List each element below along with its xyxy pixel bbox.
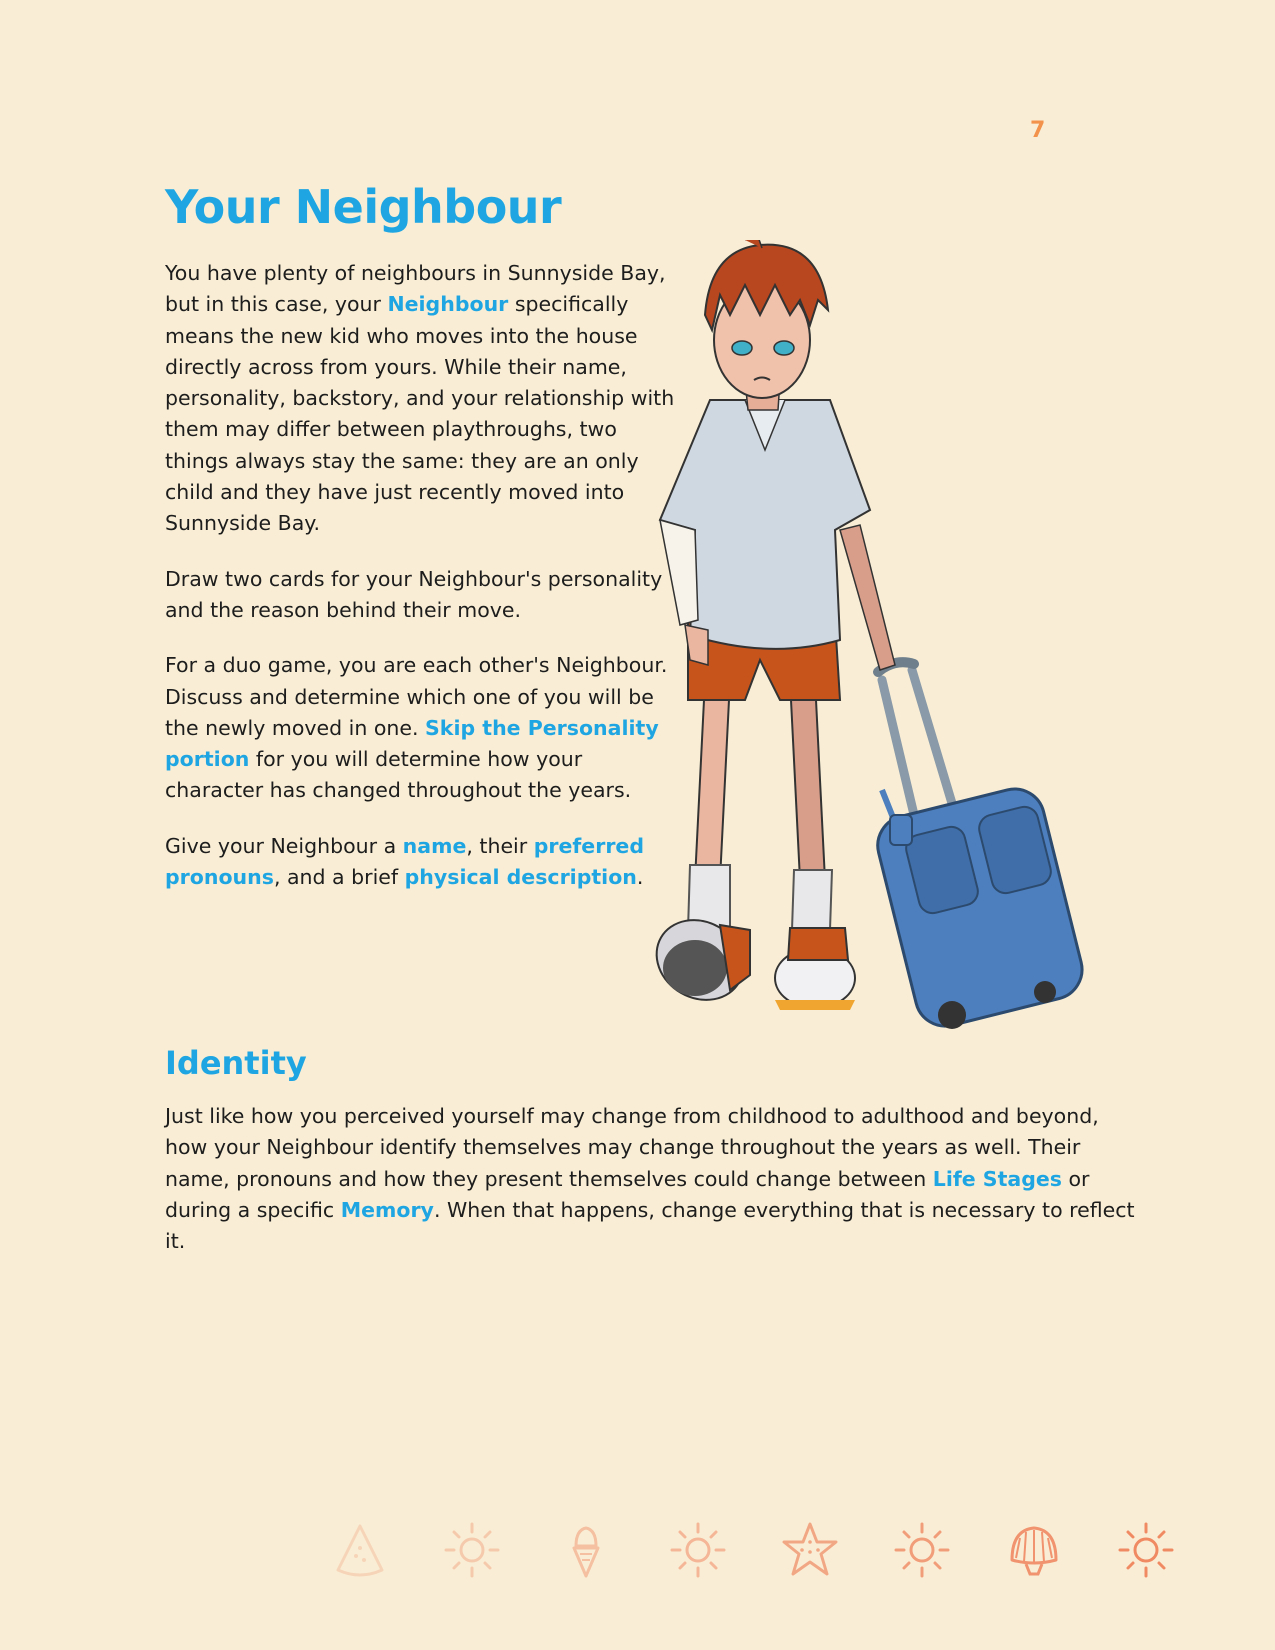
- keyword-neighbour: Neighbour: [387, 292, 509, 317]
- keyword-life-stages: Life Stages: [932, 1166, 1062, 1191]
- keyword-physical-description: physical description: [404, 865, 637, 890]
- keyword-name: name: [402, 833, 467, 858]
- neighbour-boy-illustration: [650, 240, 1140, 1060]
- text: specifically means the new kid who moves into the house directly across from yours. While their name, personality, backstory, and your relationship with them may differ between playthroughs, two things always stay the same: they are an only child and they have just recently moved into Sunnyside Bay.: [165, 292, 675, 536]
- ice-cream-icon: [556, 1520, 616, 1580]
- sun-icon: [1116, 1520, 1176, 1580]
- text: for you will determine how your character has changed throughout the years.: [165, 747, 632, 803]
- intro-paragraph-1: [165, 258, 685, 540]
- text: Just like how you perceived yourself may change from childhood to adulthood and beyond, how your Neighbour identify themselves may change throughout the years as well. Their name, pronouns and how they present themselves could change between: [165, 1104, 1099, 1191]
- intro-paragraph-2: Draw two cards for your Neighbour's personality and the reason behind their move.: [165, 566, 663, 622]
- keyword-preferred-pronouns: preferred pronouns: [165, 833, 645, 890]
- intro-section: [165, 258, 685, 917]
- text: Give your Neighbour a: [165, 833, 403, 858]
- sun-icon: [668, 1520, 728, 1580]
- starfish-icon: [780, 1520, 840, 1580]
- footer-icon-row: [330, 1520, 1190, 1590]
- text: For a duo game, you are each other's Neighbour. Discuss and determine which one of you will be the newly moved in one.: [165, 653, 668, 740]
- identity-heading: Identity: [165, 1044, 307, 1082]
- sun-icon: [892, 1520, 952, 1580]
- watermelon-icon: [330, 1520, 390, 1580]
- intro-paragraph-3: [165, 650, 685, 806]
- text: , and a brief: [273, 865, 405, 890]
- suitcase: [871, 662, 1088, 1032]
- keyword-skip-personality: Skip the Personality portion: [165, 715, 659, 772]
- intro-paragraph-4: [165, 831, 685, 894]
- keyword-memory: Memory: [340, 1197, 434, 1222]
- identity-section: [165, 1101, 1140, 1281]
- page-title: Your Neighbour: [165, 180, 562, 234]
- sun-icon: [442, 1520, 502, 1580]
- text: You have plenty of neighbours in Sunnyside Bay, but in this case, your: [165, 261, 666, 317]
- shell-icon: [1004, 1520, 1064, 1580]
- text: , their: [466, 833, 534, 858]
- text: .: [636, 865, 644, 890]
- page-number: 7: [1030, 118, 1046, 143]
- identity-paragraph: [165, 1101, 1140, 1257]
- text: . When that happens, change everything that is necessary to reflect it.: [165, 1197, 1135, 1254]
- text: or during a specific: [165, 1166, 1090, 1222]
